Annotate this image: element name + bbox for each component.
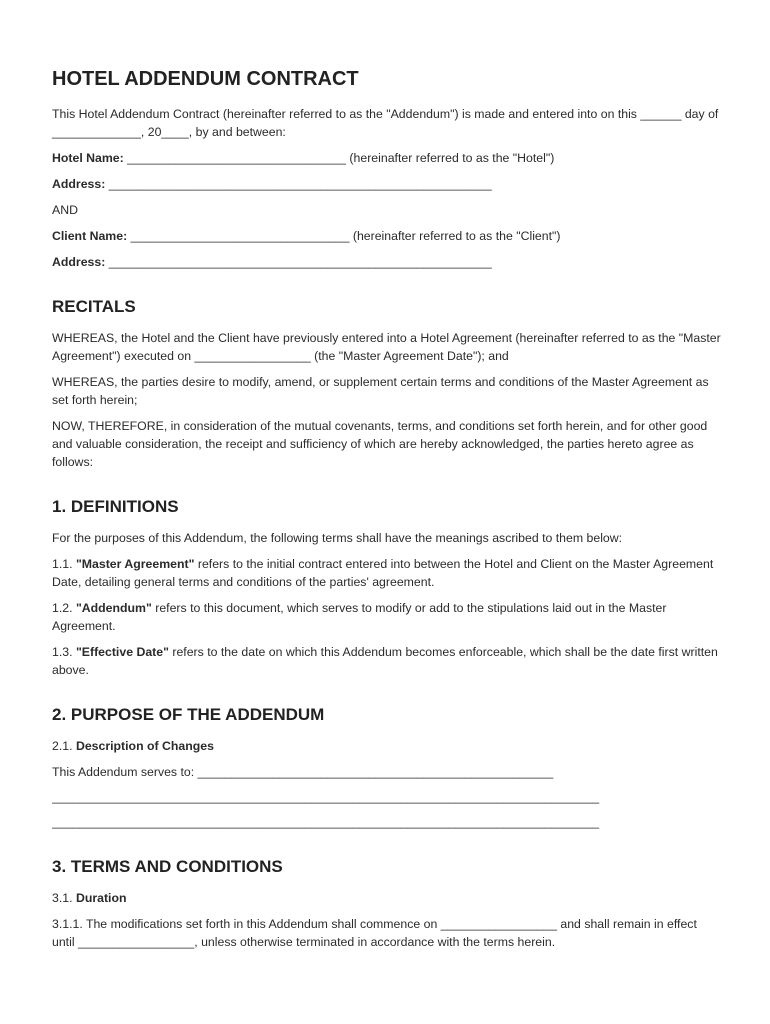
- serves-to-line: This Addendum serves to: ____________________________________________________: [52, 765, 554, 779]
- definition-number: 1.2.: [52, 601, 76, 615]
- purpose-heading: 2. PURPOSE OF THE ADDENDUM: [52, 705, 325, 724]
- client-name-label: Client Name:: [52, 229, 128, 243]
- definition-term: "Effective Date": [75, 645, 169, 659]
- definitions-heading: 1. DEFINITIONS: [52, 497, 179, 516]
- hotel-address-blank: ________________________________________________________: [105, 177, 492, 191]
- terms-heading: 3. TERMS AND CONDITIONS: [52, 857, 283, 876]
- client-name-line: [52, 227, 722, 245]
- definition-number: 1.3.: [52, 645, 76, 659]
- purpose-sub-title: Description of Changes: [75, 739, 214, 753]
- definition-term: "Master Agreement": [75, 557, 195, 571]
- definition-term: "Addendum": [75, 601, 152, 615]
- client-address-line: [52, 253, 722, 271]
- intro-paragraph: This Hotel Addendum Contract (hereinafter referred to as the "Addendum") is made and entered into on this ______ day of _____________, 20____, by and between:: [52, 107, 719, 139]
- document-title: HOTEL ADDENDUM CONTRACT: [52, 68, 359, 90]
- blank-line: ________________________________________________________________________________: [52, 790, 600, 804]
- terms-sub-title: Duration: [75, 891, 127, 905]
- definition-item: [52, 599, 722, 635]
- definition-text: refers to the initial contract entered into between the Hotel and Client on the Master Agreement Date, detailing general terms and conditions of the parties' agreement.: [52, 557, 714, 589]
- purpose-sub-number: 2.1.: [52, 739, 76, 753]
- definition-item: [52, 555, 722, 591]
- hotel-name-blank: ________________________________ (hereinafter referred to as the "Hotel"): [123, 151, 555, 165]
- duration-paragraph: 3.1.1. The modifications set forth in this Addendum shall commence on _________________ and shall remain in effect until _________________, unless otherwise terminated in accordance with the terms herein.: [52, 917, 697, 949]
- purpose-subheading: [52, 737, 722, 755]
- and-text: AND: [52, 203, 78, 217]
- client-address-blank: ________________________________________________________: [105, 255, 492, 269]
- hotel-address-line: [52, 175, 722, 193]
- blank-line: ________________________________________________________________________________: [52, 815, 600, 829]
- definition-text: refers to the date on which this Addendum becomes enforceable, which shall be the date first written above.: [52, 645, 718, 677]
- client-address-label: Address:: [52, 255, 106, 269]
- definition-text: refers to this document, which serves to modify or add to the stipulations laid out in the Master Agreement.: [52, 601, 667, 633]
- recital-paragraph-3: NOW, THEREFORE, in consideration of the mutual covenants, terms, and conditions set forth herein, and for other good and valuable consideration, the receipt and sufficiency of which are hereby acknowledged, the parties hereto agree as follows:: [52, 419, 708, 469]
- recital-paragraph-2: WHEREAS, the parties desire to modify, amend, or supplement certain terms and conditions of the Master Agreement as set forth herein;: [52, 375, 709, 407]
- recital-paragraph-1: WHEREAS, the Hotel and the Client have previously entered into a Hotel Agreement (hereinafter referred to as the "Master Agreement") executed on _________________ (the "Master Agreement Date"); and: [52, 331, 721, 363]
- hotel-name-label: Hotel Name:: [52, 151, 124, 165]
- hotel-name-line: [52, 149, 722, 167]
- terms-sub-number: 3.1.: [52, 891, 76, 905]
- terms-subheading: [52, 889, 722, 907]
- hotel-address-label: Address:: [52, 177, 106, 191]
- client-name-blank: ________________________________ (hereinafter referred to as the "Client"): [127, 229, 561, 243]
- definitions-intro: For the purposes of this Addendum, the following terms shall have the meanings ascribed to them below:: [52, 531, 623, 545]
- definition-item: [52, 643, 722, 679]
- recitals-heading: RECITALS: [52, 297, 136, 316]
- definition-number: 1.1.: [52, 557, 76, 571]
- document-body: [52, 68, 722, 959]
